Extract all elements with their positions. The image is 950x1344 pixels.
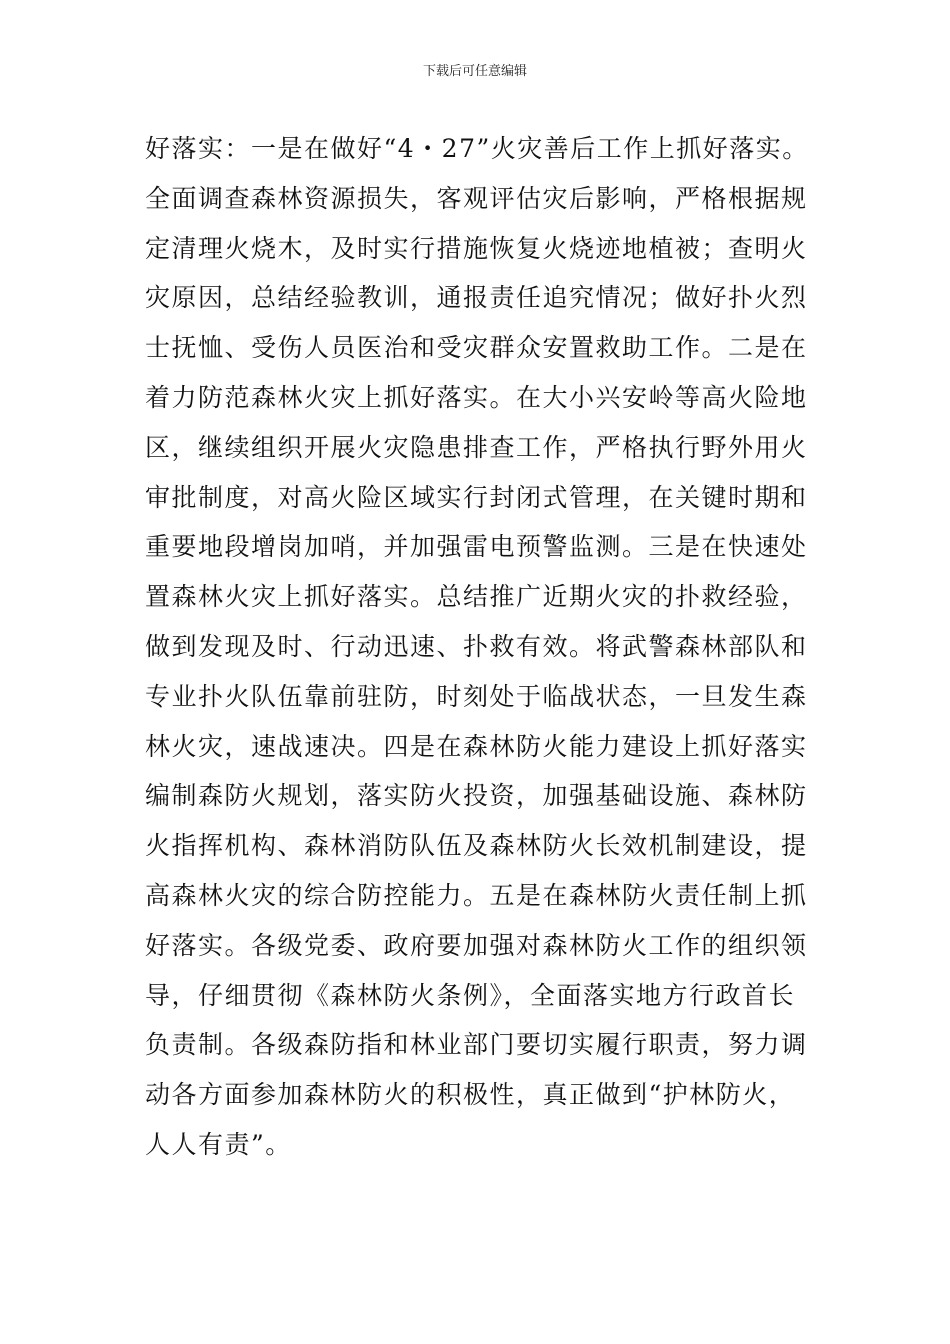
text-line: 好落实。各级党委、政府要加强对森林防火工作的组织领 [145,930,808,960]
text-line: 审批制度，对高火险区域实行封闭式管理，在关键时期和 [145,482,808,512]
text-line: 专业扑火队伍靠前驻防，时刻处于临战状态，一旦发生森 [145,681,808,711]
text-line: 区，继续组织开展火灾隐患排查工作，严格执行野外用火 [145,432,808,462]
text-line: 火指挥机构、森林消防队伍及森林防火长效机制建设，提 [145,831,808,861]
text-line: 着力防范森林火灾上抓好落实。在大小兴安岭等高火险地 [145,382,808,412]
text-line: 定清理火烧木，及时实行措施恢复火烧迹地植被；查明火 [145,233,808,263]
text-line: 士抚恤、受伤人员医治和受灾群众安置救助工作。二是在 [145,333,808,363]
text-line: 编制森防火规划，落实防火投资，加强基础设施、森林防 [145,781,808,811]
text-line: 林火灾，速战速决。四是在森林防火能力建设上抓好落实 [145,731,808,761]
text-line: 负责制。各级森防指和林业部门要切实履行职责，努力调 [145,1030,808,1060]
body-paragraph [145,124,825,1170]
text-line: 置森林火灾上抓好落实。总结推广近期火灾的扑救经验， [145,582,808,612]
text-line: 人人有责”。 [145,1129,292,1159]
text-line: 重要地段增岗加哨，并加强雷电预警监测。三是在快速处 [145,532,808,562]
text-line: 导，仔细贯彻《森林防火条例》，全面落实地方行政首长 [145,980,796,1010]
text-line: 全面调查森林资源损失，客观评估灾后影响，严格根据规 [145,183,808,213]
page-header: 下载后可任意编辑 [422,64,527,79]
text-line: 高森林火灾的综合防控能力。五是在森林防火责任制上抓 [145,880,808,910]
text-line: 做到发现及时、行动迅速、扑救有效。将武警森林部队和 [145,631,808,661]
text-line: 动各方面参加森林防火的积极性，真正做到“护林防火， [145,1080,796,1110]
text-line: 灾原因，总结经验教训，通报责任追究情况；做好扑火烈 [145,283,808,313]
text-line: 好落实：一是在做好“4・27”火灾善后工作上抓好落实。 [145,134,809,163]
